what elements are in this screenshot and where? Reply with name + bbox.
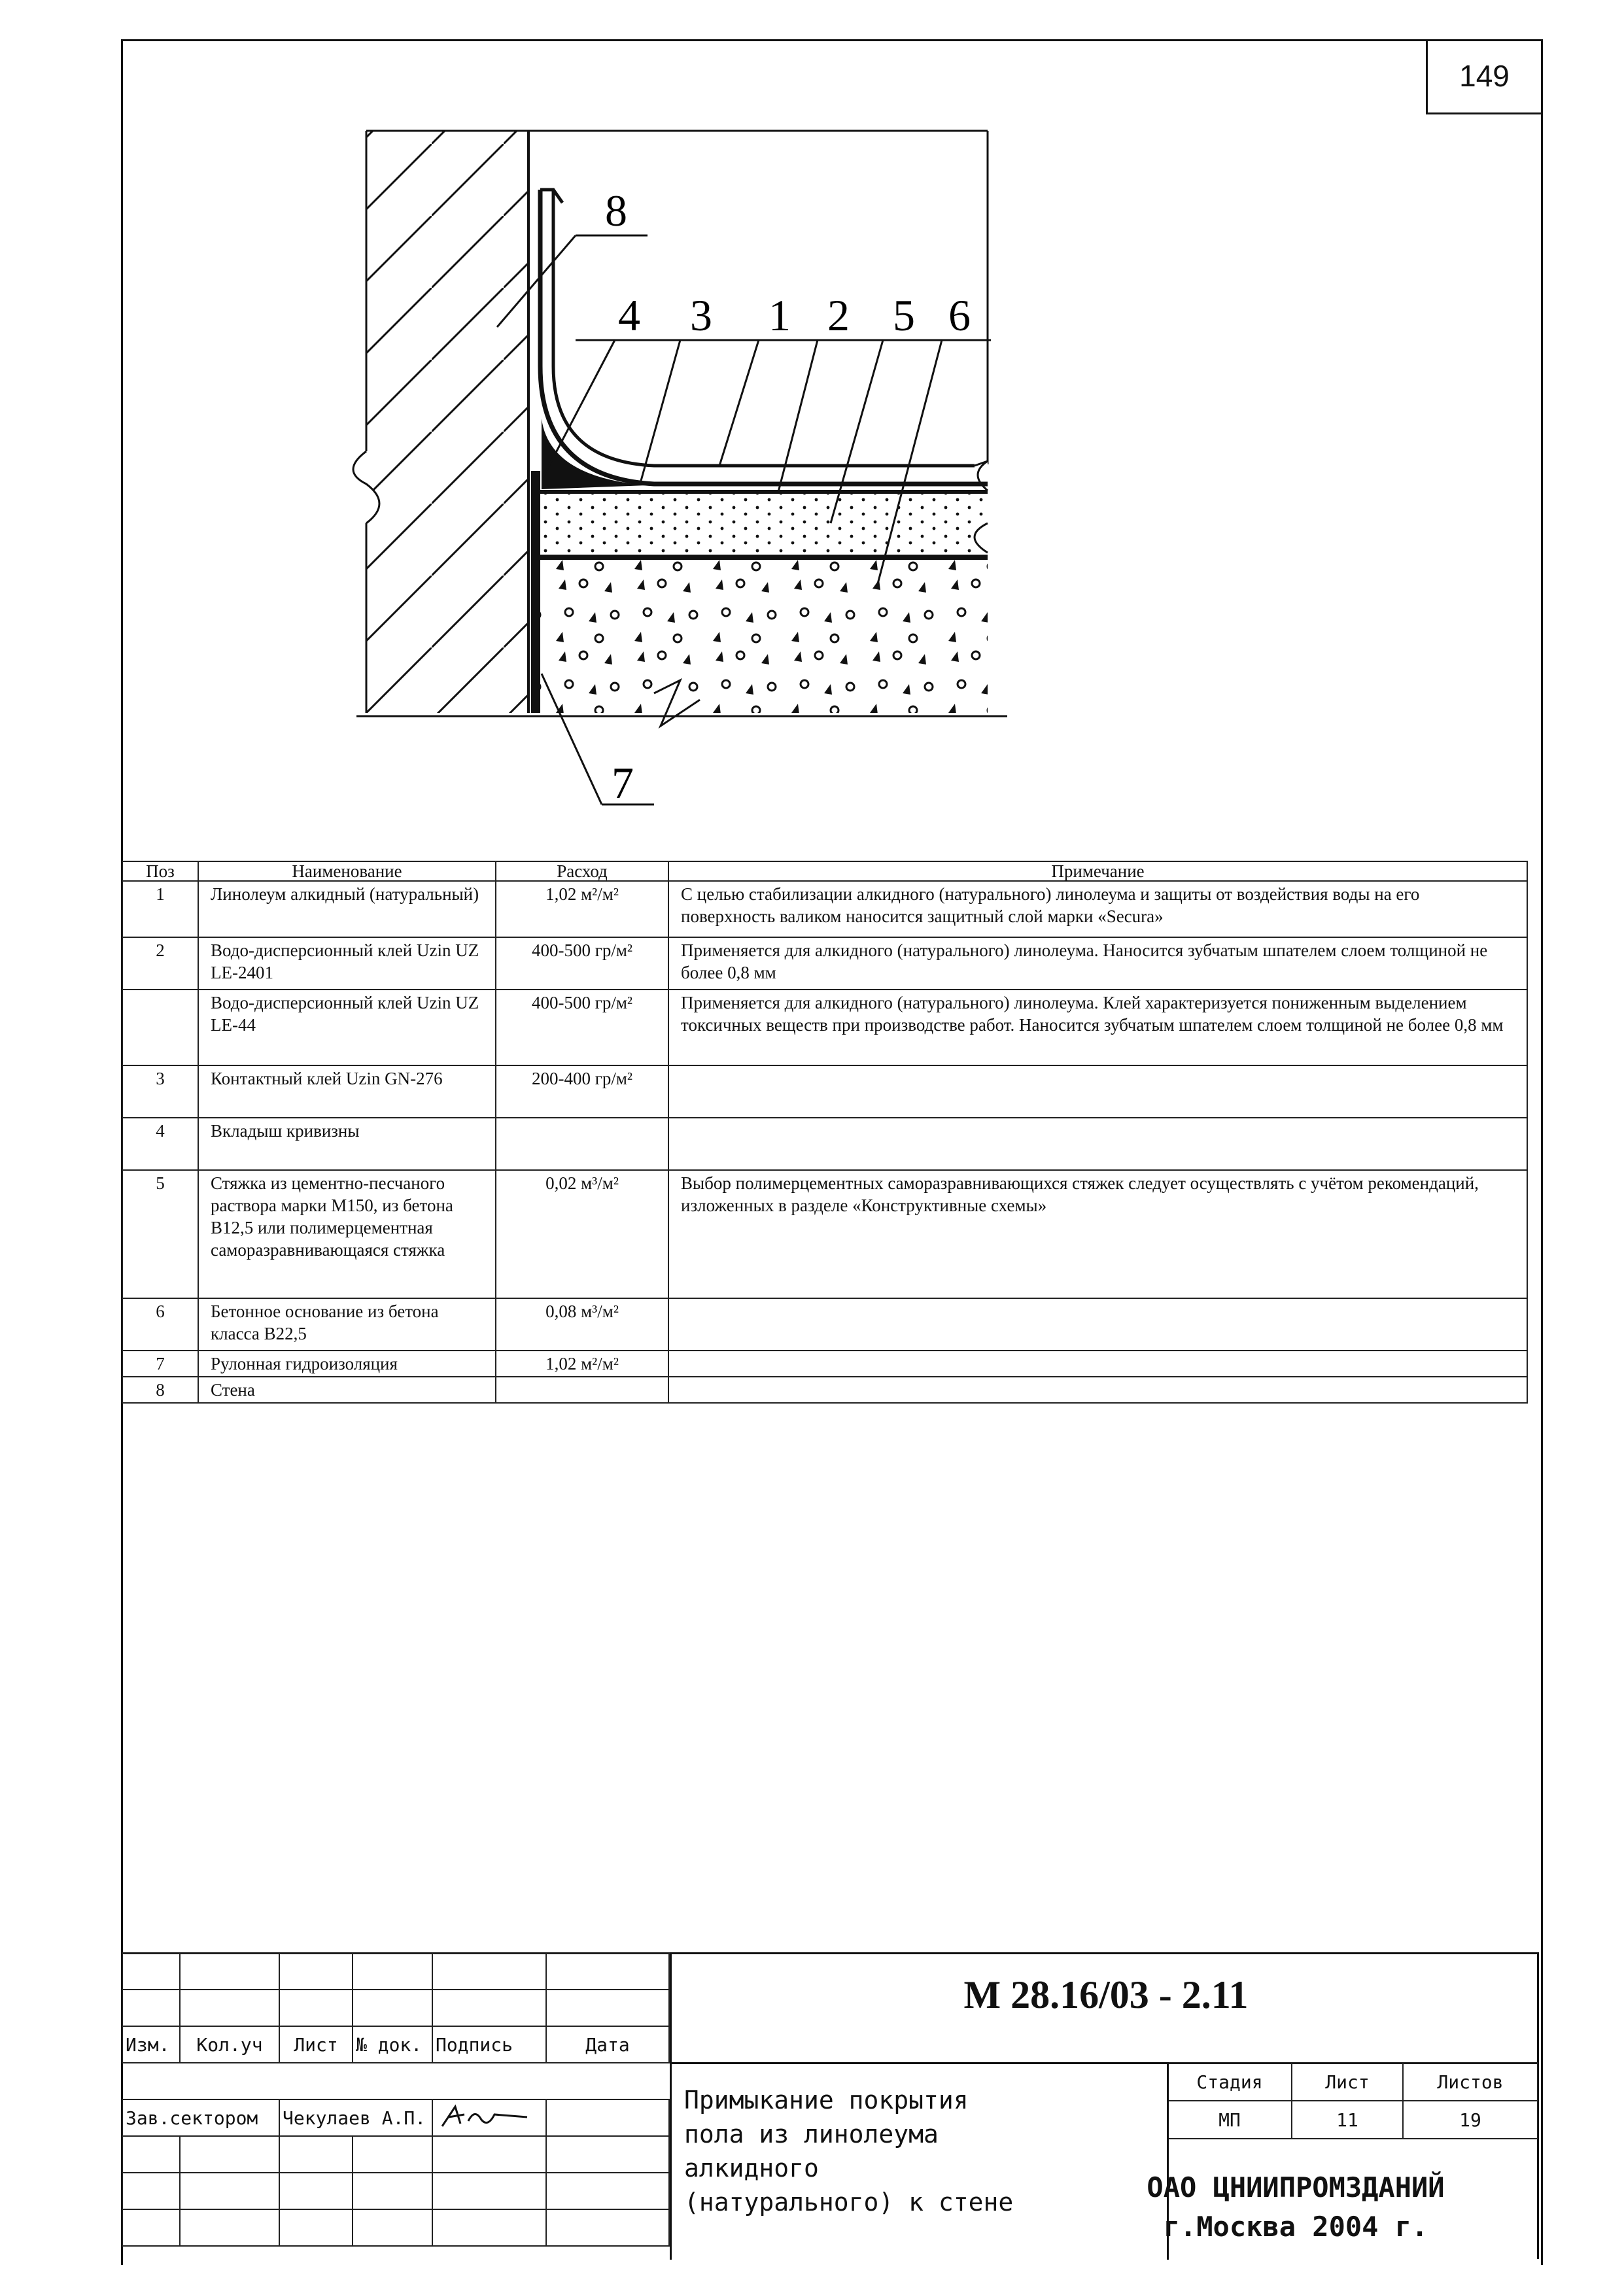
table-row — [122, 1065, 1527, 1118]
row-note — [668, 1298, 1527, 1351]
row-pos: 1 — [122, 881, 198, 937]
table-header-row — [122, 861, 1527, 881]
callout-6: 6 — [948, 290, 971, 340]
row-rate — [496, 1118, 668, 1170]
table-row — [122, 881, 1527, 937]
header-name: Наименование — [198, 861, 496, 881]
callout-8: 8 — [605, 186, 627, 235]
signature — [432, 2099, 546, 2136]
row-rate: 400-500 гр/м² — [496, 990, 668, 1065]
row-name: Стена — [198, 1377, 496, 1403]
org-name: ОАО ЦНИИПРОМЗДАНИЙ — [1147, 2171, 1445, 2203]
sheet-value: 11 — [1292, 2101, 1403, 2139]
organization — [1054, 2168, 1538, 2247]
callout-7: 7 — [612, 758, 634, 808]
stage-header: Стадия — [1167, 2063, 1292, 2101]
row-pos: 6 — [122, 1298, 198, 1351]
row-note — [668, 1377, 1527, 1403]
row-rate: 200-400 гр/м² — [496, 1065, 668, 1118]
row-rate: 400-500 гр/м² — [496, 937, 668, 990]
col-list: Лист — [279, 2026, 353, 2063]
col-kol: Кол.уч — [180, 2026, 279, 2063]
org-city-year: г.Москва 2004 г. — [1163, 2211, 1428, 2243]
row-name: Рулонная гидроизоляция — [198, 1351, 496, 1377]
row-rate — [496, 1377, 668, 1403]
sheets-header: Листов — [1403, 2063, 1538, 2101]
role-cell: Зав.сектором — [122, 2099, 279, 2136]
row-pos: 7 — [122, 1351, 198, 1377]
stage-table — [1167, 2062, 1538, 2139]
person-cell: Чекулаев А.П. — [279, 2099, 432, 2136]
sheets-value: 19 — [1403, 2101, 1538, 2139]
row-pos: 2 — [122, 937, 198, 990]
header-pos: Поз — [122, 861, 198, 881]
row-name: Стяжка из цементно-песчаного раствора марки М150, из бетона В12,5 или полимерцементная саморазравнивающаяся стяжка — [198, 1170, 496, 1298]
header-note: Примечание — [668, 861, 1527, 881]
row-rate: 1,02 м²/м² — [496, 881, 668, 937]
col-izm: Изм. — [122, 2026, 180, 2063]
row-name: Водо-дисперсионный клей Uzin UZ LE-2401 — [198, 937, 496, 990]
row-name: Бетонное основание из бетона класса В22,5 — [198, 1298, 496, 1351]
col-data: Дата — [546, 2026, 669, 2063]
row-note: Выбор полимерцементных саморазравнивающихся стяжек следует осуществлять с учётом рекомендаций, изложенных в разделе «Конструктивные схемы» — [668, 1170, 1527, 1298]
callout-3: 3 — [690, 290, 712, 340]
row-name: Водо-дисперсионный клей Uzin UZ LE-44 — [198, 990, 496, 1065]
table-row — [122, 1170, 1527, 1298]
table-row — [122, 1351, 1527, 1377]
header-rate: Расход — [496, 861, 668, 881]
table-row — [122, 990, 1527, 1065]
row-pos — [122, 990, 198, 1065]
col-doc: № док. — [353, 2026, 432, 2063]
section-drawing — [340, 124, 1060, 831]
row-pos: 8 — [122, 1377, 198, 1403]
row-rate: 0,02 м³/м² — [496, 1170, 668, 1298]
callout-1: 1 — [769, 290, 791, 340]
sheet-header: Лист — [1292, 2063, 1403, 2101]
row-note — [668, 1065, 1527, 1118]
table-row — [122, 1298, 1527, 1351]
row-pos: 5 — [122, 1170, 198, 1298]
row-note: С целью стабилизации алкидного (натурального) линолеума и защиты от воздействия воды на его поверхность валиком наносится защитный слой марки «Secura» — [668, 881, 1527, 937]
revision-stamp — [122, 1952, 670, 2247]
callout-4: 4 — [618, 290, 640, 340]
table-row — [122, 937, 1527, 990]
title-block — [122, 1952, 1539, 2260]
row-name: Линолеум алкидный (натуральный) — [198, 881, 496, 937]
row-rate: 1,02 м²/м² — [496, 1351, 668, 1377]
table-row — [122, 1118, 1527, 1170]
callout-2: 2 — [827, 290, 850, 340]
row-note: Применяется для алкидного (натурального) линолеума. Клей характеризуется пониженным выделением токсичных веществ при производстве работ. Наносится зубчатым шпателем слоем толщиной не более 0,8 мм — [668, 990, 1527, 1065]
row-pos: 3 — [122, 1065, 198, 1118]
document-code: М 28.16/03 - 2.11 — [963, 1973, 1249, 2016]
table-row — [122, 1377, 1527, 1403]
specification-table — [122, 861, 1528, 1404]
row-note — [668, 1351, 1527, 1377]
callout-5: 5 — [893, 290, 915, 340]
col-podpis: Подпись — [432, 2026, 546, 2063]
stage-value: МП — [1167, 2101, 1292, 2139]
row-pos: 4 — [122, 1118, 198, 1170]
row-rate: 0,08 м³/м² — [496, 1298, 668, 1351]
row-note — [668, 1118, 1527, 1170]
row-note: Применяется для алкидного (натурального) линолеума. Наносится зубчатым шпателем слоем толщиной не более 0,8 мм — [668, 937, 1527, 990]
drawing-title: Примыкание покрытия пола из линолеума алкидного (натурального) к стене — [684, 2086, 1014, 2217]
row-name: Контактный клей Uzin GN-276 — [198, 1065, 496, 1118]
row-name: Вкладыш кривизны — [198, 1118, 496, 1170]
page-number: 149 — [1426, 39, 1541, 114]
